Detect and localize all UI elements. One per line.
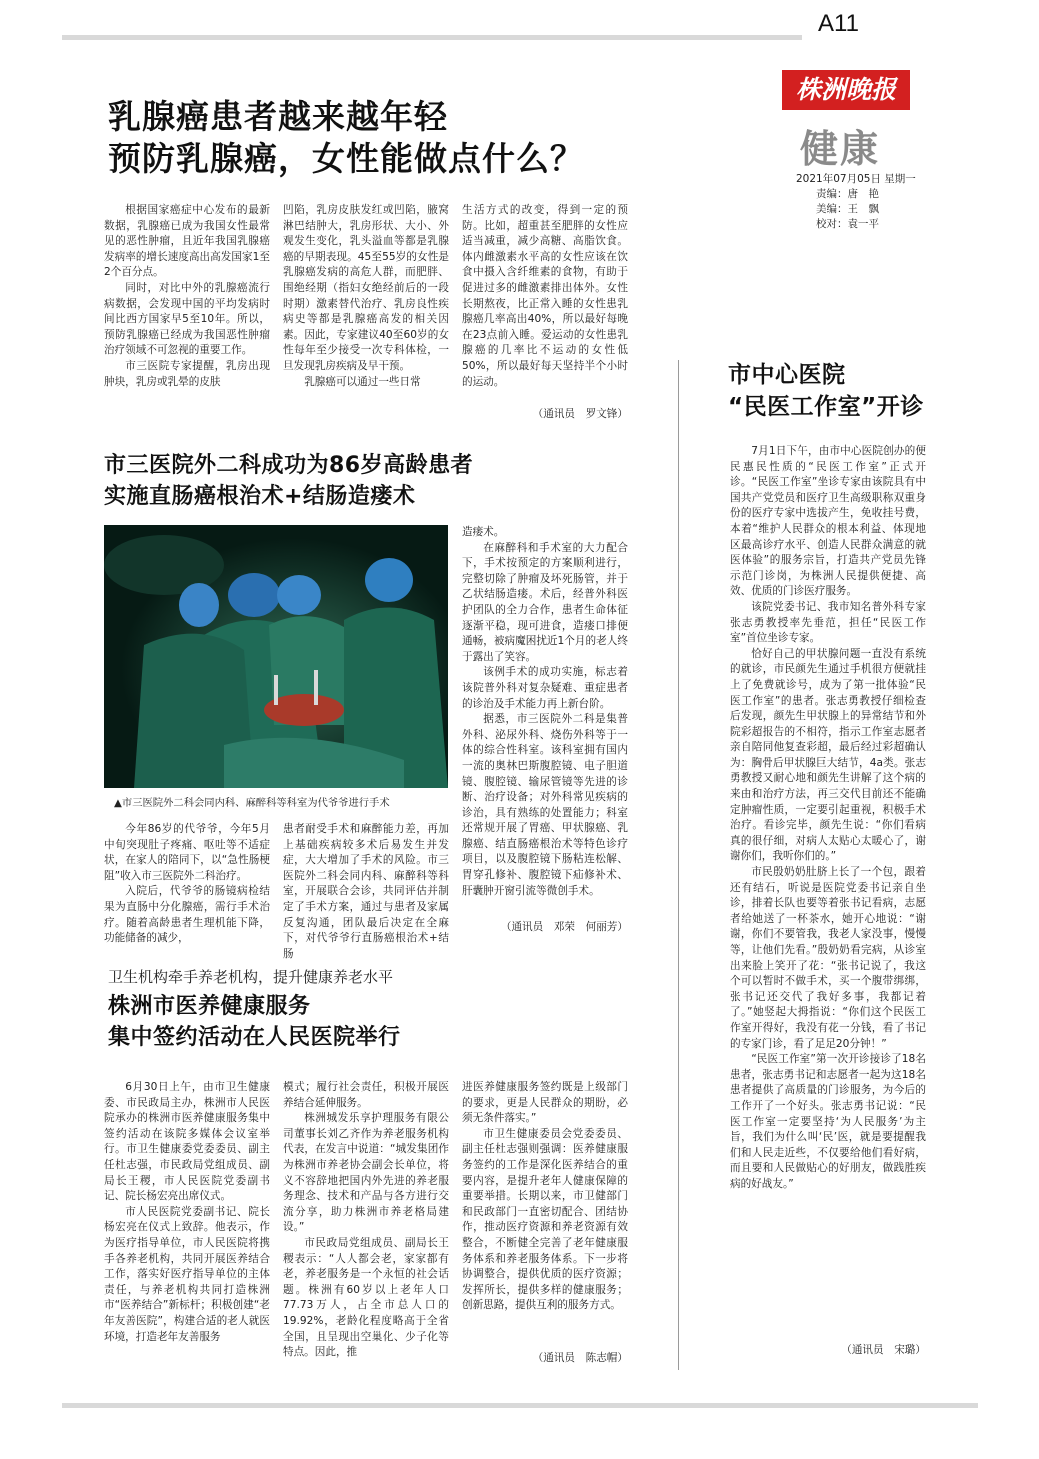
column-divider: [678, 360, 679, 1370]
article2-col2: [283, 822, 449, 960]
article3-title-line2: 集中签约活动在人民医院举行: [108, 1025, 401, 1050]
article1-title-line1: 乳腺癌患者越来越年轻: [108, 97, 448, 136]
section-title: 健康: [800, 126, 881, 171]
article2-col3: [462, 525, 628, 915]
article3-col1: [104, 1080, 270, 1380]
article3-col3: [462, 1080, 628, 1346]
issue-date: 2021年07月05日 星期一: [796, 173, 916, 185]
article1-col3: [462, 203, 628, 405]
article1-col1: [104, 203, 270, 421]
paragraph: 乳腺癌可以通过一些日常: [304, 375, 421, 388]
designer-credit: 美编：王 飘: [816, 203, 879, 215]
paragraph: 据悉，市三医院外二科是集普外科、泌尿外科、烧伤外科等于一体的综合性科室。该科室拥有国内一流的奥林巴斯腹腔镜、电子胆道镜、腹腔镜、输尿管镜等先进的诊断、治疗设备；对外科常见疾病的诊治，具有熟练的处置能力；科室还常规开展了胃癌、甲状腺癌、乳腺癌、结直肠癌根治术等特色诊疗项目，以及腹腔镜下肠粘连松解、胃穿孔修补、腹腔镜下疝修补术、肝囊肿开窗引流等微创手术。: [462, 713, 628, 897]
article1-col2: [283, 203, 449, 421]
paragraph: 进医养健康服务签约既是上级部门的要求，更是人民群众的期盼，必须无条件落实。”: [462, 1081, 628, 1125]
paragraph: 恰好自己的甲状腺问题一直没有系统的就诊，市民颜先生通过手机很方便就挂上了免费就诊号，成为了第一批体验“民医工作室”的患者。张志勇教授仔细检查后发现，颜先生甲状腺上的异常结节和外院彩超报告的不相符，指示工作室志愿者亲自陪同他复查彩超，最后经过彩超确认为：胸骨后甲状腺巨大结节，4a类。张志勇教授又耐心地和颜先生讲解了这个病的来由和治疗方法，再三交代目前还不能确定肿瘤性质，一定要引起重视，积极手术治疗。看诊完毕，颜先生说：“你们看病真的很仔细，对病人太贴心太暖心了，谢谢你们，我听你们的。”: [730, 647, 926, 863]
article1-credit: （通讯员 罗文锋）: [532, 408, 628, 420]
paragraph: 造瘘术。: [462, 526, 505, 538]
article4-title-line2: “民医工作室”开诊: [728, 394, 924, 420]
paragraph: 市民政局党组成员、副局长王稷表示：“人人都会老，家家都有老，养老服务是一个永恒的社会话题。株洲有60岁以上老年人口77.73万人，占全市总人口的19.92%，老龄化程度略高于全省全国，且呈现出空巢化、少子化等特点。因此，推: [283, 1236, 449, 1359]
article3-col2: [283, 1080, 449, 1380]
article3-credit: （通讯员 陈志帽）: [532, 1352, 628, 1364]
editor-credit: 责编：唐 艳: [816, 188, 879, 200]
newspaper-logo: 株洲晚报: [782, 70, 910, 110]
paragraph: 今年86岁的代爷爷，今年5月中旬突现肚子疼痛、呕吐等不适症状，在家人的陪同下，以“急性肠梗阻”收入市三医院外二科治疗。: [104, 823, 270, 882]
paragraph: 市三医院专家提醒，乳房出现肿块，乳房或乳晕的皮肤: [104, 359, 270, 388]
paragraph: 根据国家癌症中心发布的最新数据，乳腺癌已成为我国女性最常见的恶性肿瘤，且近年我国乳腺癌发病率的增长速度高出高发国家1至2个百分点。: [104, 204, 270, 279]
article3-title-line1: 株洲市医养健康服务: [108, 994, 311, 1019]
photo-caption: ▲市三医院外二科会同内科、麻醉科等科室为代爷爷进行手术: [114, 797, 390, 809]
paragraph: 同时，对比中外的乳腺癌流行病数据，会发现中国的平均发病时间比西方国家早5至10年。所以，预防乳腺癌已经成为我国恶性肿瘤治疗领域不可忽视的重要工作。: [104, 281, 270, 357]
article2-col1: [104, 822, 270, 946]
paragraph: “民医工作室”第一次开诊接诊了18名患者，张志勇书记和志愿者一起为这18名患者提供了高质量的门诊服务，为今后的工作开了一个好头。张志勇书记说：“民医工作室一定要坚持‘为人民服务’为主旨，我们为什么叫‘民’医，就是要提醒我们和人民走近些，不仅要给他们看好病，而且要和人民做贴心的好朋友，做践胜疾病的好战友。”: [730, 1053, 926, 1190]
paragraph: 市卫生健康委员会党委委员、副主任杜志强则强调：医养健康服务签约的工作是深化医养结合的重要内容，是提升老年人健康保障的重要举措。长期以来，市卫健部门和民政部门一直密切配合、团结协作，推动医疗资源和养老资源有效整合，不断健全完善了老年健康服务体系和养老服务体系。下一步将协调整合，提供优质的医疗资源；发挥所长，提供多样的健康服务；创新思路，提供互利的服务方式。: [462, 1127, 628, 1312]
paragraph: 市人民医院党委副书记、院长杨宏亮在仪式上致辞。他表示，作为医疗指导单位，市人民医院将携手各养老机构，共同开展医养结合工作，落实好医疗指导单位的主体责任，与养老机构共同打造株洲市“医养结合”新标杆；积极创建“老年友善医院”，构建合适的老人就医环境，打造老年友善服务: [104, 1205, 270, 1343]
top-rule: [62, 35, 802, 40]
paragraph: 株洲城发乐享护理服务有限公司董事长刘乙齐作为养老服务机构代表，在发言中说道：“城发集团作为株洲市养老协会副会长单位，将义不容辞地把国内外先进的养老服务理念、技术和产品与各方进行交流分享，助力株洲市养老格局建设。”: [283, 1112, 449, 1234]
bottom-rule: [62, 1403, 978, 1408]
article3-kicker: 卫生机构牵手养老机构，提升健康养老水平: [108, 968, 394, 986]
article2-title-line1: 市三医院外二科成功为86岁高龄患者: [104, 453, 474, 478]
paragraph: 该院党委书记、我市知名普外科专家张志勇教授率先垂范，担任“民医工作室”首位坐诊专家。: [730, 600, 926, 645]
page-number: A11: [818, 10, 859, 37]
paragraph: 模式；履行社会责任，积极开展医养结合延伸服务。: [283, 1081, 449, 1109]
surgery-scene-image: [104, 525, 448, 788]
paragraph: 在麻醉科和手术室的大力配合下，手术按预定的方案顺利进行，完整切除了肿瘤及坏死肠管，并于乙状结肠造瘘。术后，经普外科医护团队的全力合作，患者生命体征逐渐平稳，现可进食，造瘘口排便通畅，被病魔困扰近1个月的老人终于露出了笑容。: [462, 541, 628, 663]
article4-col1: [730, 444, 926, 1337]
paragraph: 凹陷，乳房皮肤发红或凹陷，腋窝淋巴结肿大，乳房形状、大小、外观发生变化，乳头溢血等都是乳腺癌的早期表现。45至55岁的女性是乳腺癌发病的高危人群，而肥胖、围绝经期（指妇女绝经前后的一段时期）激素替代治疗、乳房良性疾病史等都是乳腺癌高发的相关因素。因此，专家建议40至60岁的女性每年至少接受一次专科体检，一旦发现乳房疾病及早干预。: [283, 204, 449, 372]
paragraph: 患者耐受手术和麻醉能力差，再加上基础疾病较多术后易发生并发症，大大增加了手术的风险。市三医院外二科会同内科、麻醉科等科室，开展联合会诊，共同评估并制定了手术方案，通过与患者及家属反复沟通，团队最后决定在全麻下，对代爷爷行直肠癌根治术+结肠: [283, 823, 449, 960]
article4-credit: （通讯员 宋璐）: [841, 1344, 926, 1356]
article2-credit: （通讯员 邓荣 何丽芳）: [500, 921, 628, 933]
paragraph: 7月1日下午，由市中心医院创办的便民惠民性质的“民医工作室”正式开诊。“民医工作室”坐诊专家由该院具有中国共产党党员和医疗卫生高级职称双重身份的医疗专家中选拔产生，免收挂号费，本着“维护人民群众的根本利益、体现地区最高诊疗水平、创造人民群众满意的就医体验”的服务宗旨，打造共产党员先锋示范门诊岗，为株洲人民提供便捷、高效、优质的门诊医疗服务。: [730, 445, 926, 598]
paragraph: 入院后，代爷爷的肠镜病检结果为直肠中分化腺癌，需行手术治疗。随着高龄患者生理机能下降，功能储备的减少，: [104, 885, 270, 945]
paragraph: 生活方式的改变，得到一定的预防。比如，超重甚至肥胖的女性应适当减重，减少高糖、高脂饮食。体内雌激素水平高的女性应该在饮食中摄入含纤维素的食物，有助于促进过多的雌激素排出体外。女性长期熬夜，比正常入睡的女性患乳腺癌几率高出40%，所以最好每晚在23点前入睡。爱运动的女性患乳腺癌的几率比不运动的女性低50%，所以最好每天坚持半个小时的运动。: [462, 204, 628, 388]
paragraph: 6月30日上午，由市卫生健康委、市民政局主办，株洲市人民医院承办的株洲市医养健康服务集中签约活动在该院多媒体会议室举行。市卫生健康委党委委员、副主任杜志强，市民政局党组成员、副局长王稷，市人民医院党委副书记、院长杨宏亮出席仪式。: [104, 1081, 270, 1203]
article1-title-line2: 预防乳腺癌，女性能做点什么？: [108, 139, 584, 178]
article4-title-line1: 市中心医院: [728, 362, 846, 388]
proof-credit: 校对：袁一平: [816, 218, 879, 230]
article2-title-line2: 实施直肠癌根治术+结肠造瘘术: [104, 484, 416, 509]
surgery-photo: [104, 525, 448, 788]
paragraph: 该例手术的成功实施，标志着该院普外科对复杂疑难、重症患者的诊治及手术能力再上新台阶。: [462, 666, 628, 710]
paragraph: 市民殷奶奶肚脐上长了一个包，跟着还有结石，听说是医院党委书记亲自坐诊，排着长队也要等着张书记看病，志愿者给她送了一杯茶水，她开心地说：“谢谢，你们不要管我，我老人家没事，慢慢等，让他们先看。”殷奶奶看完病，从诊室出来脸上笑开了花：“张书记说了，我这个可以暂时不做手术，买一个腹带绑绑，张书记还交代了我好多事，我都记着了。”她竖起大拇指说：“你们这个民医工作室开得好，我没有花一分钱，看了书记的专家门诊，看了足足20分钟！”: [730, 866, 926, 1050]
